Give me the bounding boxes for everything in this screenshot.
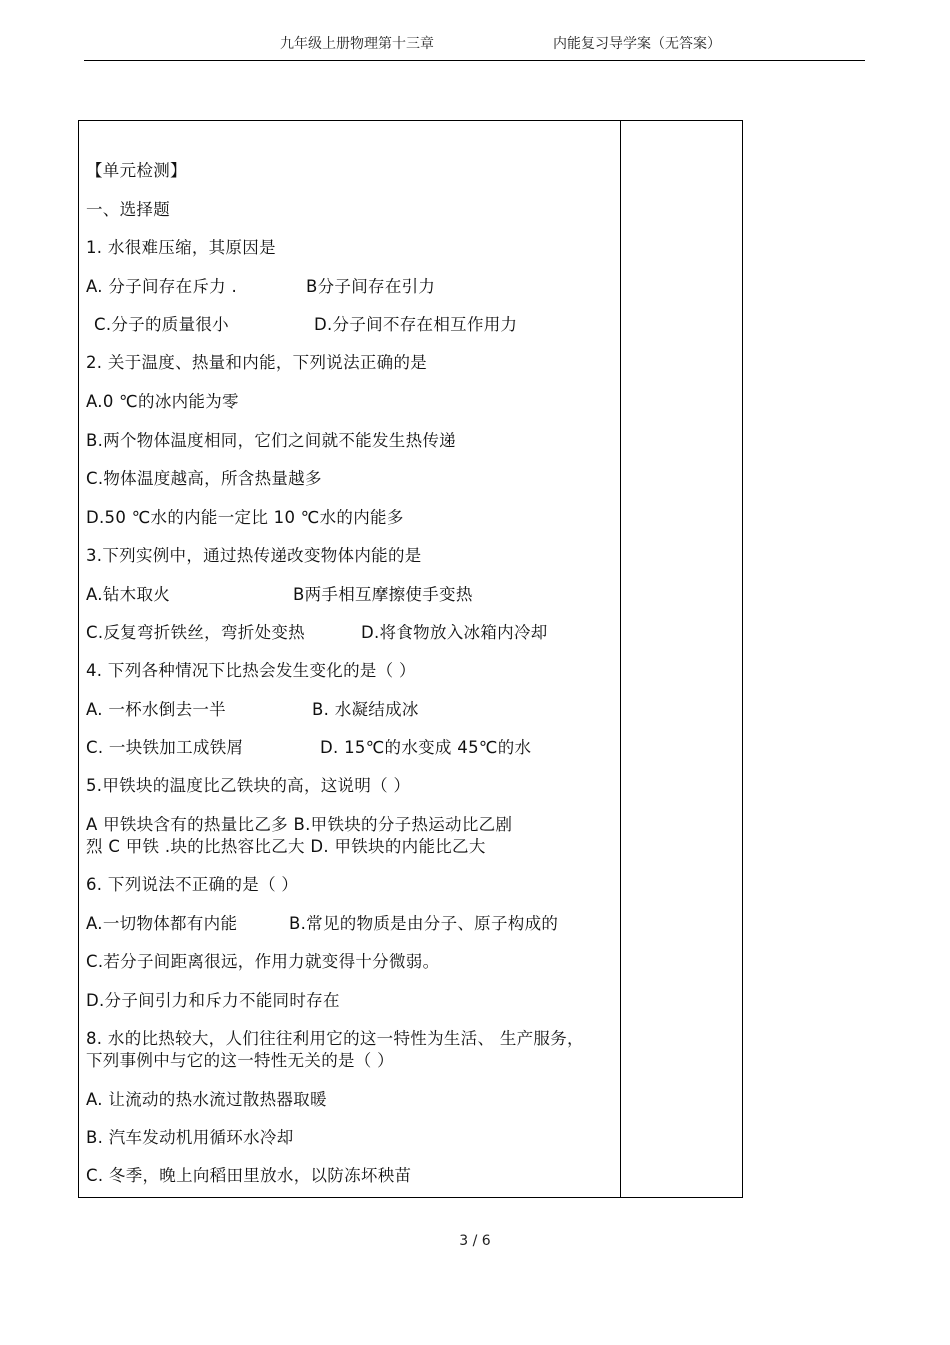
q3-stem: 3.下列实例中，通过热传递改变物体内能的是 (86, 546, 422, 565)
q1-option-d: D.分子间不存在相互作用力 (314, 315, 518, 334)
q6-option-d: D.分子间引力和斥力不能同时存在 (86, 991, 340, 1010)
q4-options-cd (86, 737, 614, 759)
doc-subtitle: 内能复习导学案（无答案） (553, 36, 721, 52)
q1-stem: 1. 水很难压缩，其原因是 (86, 238, 276, 257)
q3-option-d: D.将食物放入冰箱内冷却 (361, 623, 548, 642)
q4-option-b: B. 水凝结成冰 (312, 700, 419, 719)
q8-stem-line2: 下列事例中与它的这一特性无关的是（ ） (86, 1051, 394, 1070)
q3-option-a: A.钻木取火 (86, 585, 171, 604)
q8-stem (86, 1028, 614, 1072)
q5-options-line2: 烈 C 甲铁 .块的比热容比乙大 D. 甲铁块的内能比乙大 (86, 837, 486, 856)
q8-stem-line1: 8. 水的比热较大，人们往往利用它的这一特性为生活、 生产服务， (86, 1029, 584, 1048)
q3-option-c: C.反复弯折铁丝，弯折处变热 (86, 623, 305, 642)
q8-option-b: B. 汽车发动机用循环水冷却 (86, 1128, 294, 1147)
q3-options-ab (86, 584, 614, 606)
q5-options (86, 814, 614, 858)
q4-stem: 4. 下列各种情况下比热会发生变化的是（ ） (86, 661, 416, 680)
table-column-divider (620, 120, 621, 1198)
q2-option-d: D.50 ℃水的内能一定比 10 ℃水的内能多 (86, 508, 404, 527)
q4-option-c: C. 一块铁加工成铁屑 (86, 738, 244, 757)
q3-option-b: B两手相互摩擦使手变热 (293, 585, 473, 604)
q2-stem: 2. 关于温度、热量和内能，下列说法正确的是 (86, 353, 428, 372)
part-heading: 一、选择题 (86, 200, 170, 219)
q6-option-c: C.若分子间距离很远，作用力就变得十分微弱。 (86, 952, 440, 971)
q6-option-b: B.常见的物质是由分子、原子构成的 (289, 914, 559, 933)
page-number: 3 / 6 (459, 1233, 491, 1249)
q1-option-b: B分子间存在引力 (306, 277, 436, 296)
q8-option-c: C. 冬季，晚上向稻田里放水，以防冻坏秧苗 (86, 1166, 412, 1185)
q4-option-d: D. 15℃的水变成 45℃的水 (320, 738, 532, 757)
q1-option-a: A. 分子间存在斥力 . (86, 277, 238, 296)
q1-options-ab (86, 276, 614, 298)
doc-title: 九年级上册物理第十三章 (280, 36, 434, 52)
q2-option-b: B.两个物体温度相同，它们之间就不能发生热传递 (86, 431, 456, 450)
q1-options-cd (86, 314, 614, 336)
q6-option-a: A.一切物体都有内能 (86, 914, 238, 933)
q6-stem: 6. 下列说法不正确的是（ ） (86, 875, 299, 894)
page-header (84, 34, 865, 61)
q2-option-a: A.0 ℃的冰内能为零 (86, 392, 239, 411)
q4-options-ab (86, 699, 614, 721)
section-heading: 【单元检测】 (86, 161, 187, 180)
q8-option-a: A. 让流动的热水流过散热器取暖 (86, 1090, 327, 1109)
q1-option-c: C.分子的质量很小 (94, 315, 229, 334)
q3-options-cd (86, 622, 614, 644)
q5-stem: 5.甲铁块的温度比乙铁块的高，这说明（ ） (86, 776, 411, 795)
q6-options-ab (86, 913, 614, 935)
q5-options-line1: A 甲铁块含有的热量比乙多 B.甲铁块的分子热运动比乙剧 (86, 815, 513, 834)
q4-option-a: A. 一杯水倒去一半 (86, 700, 226, 719)
q2-option-c: C.物体温度越高，所含热量越多 (86, 469, 322, 488)
